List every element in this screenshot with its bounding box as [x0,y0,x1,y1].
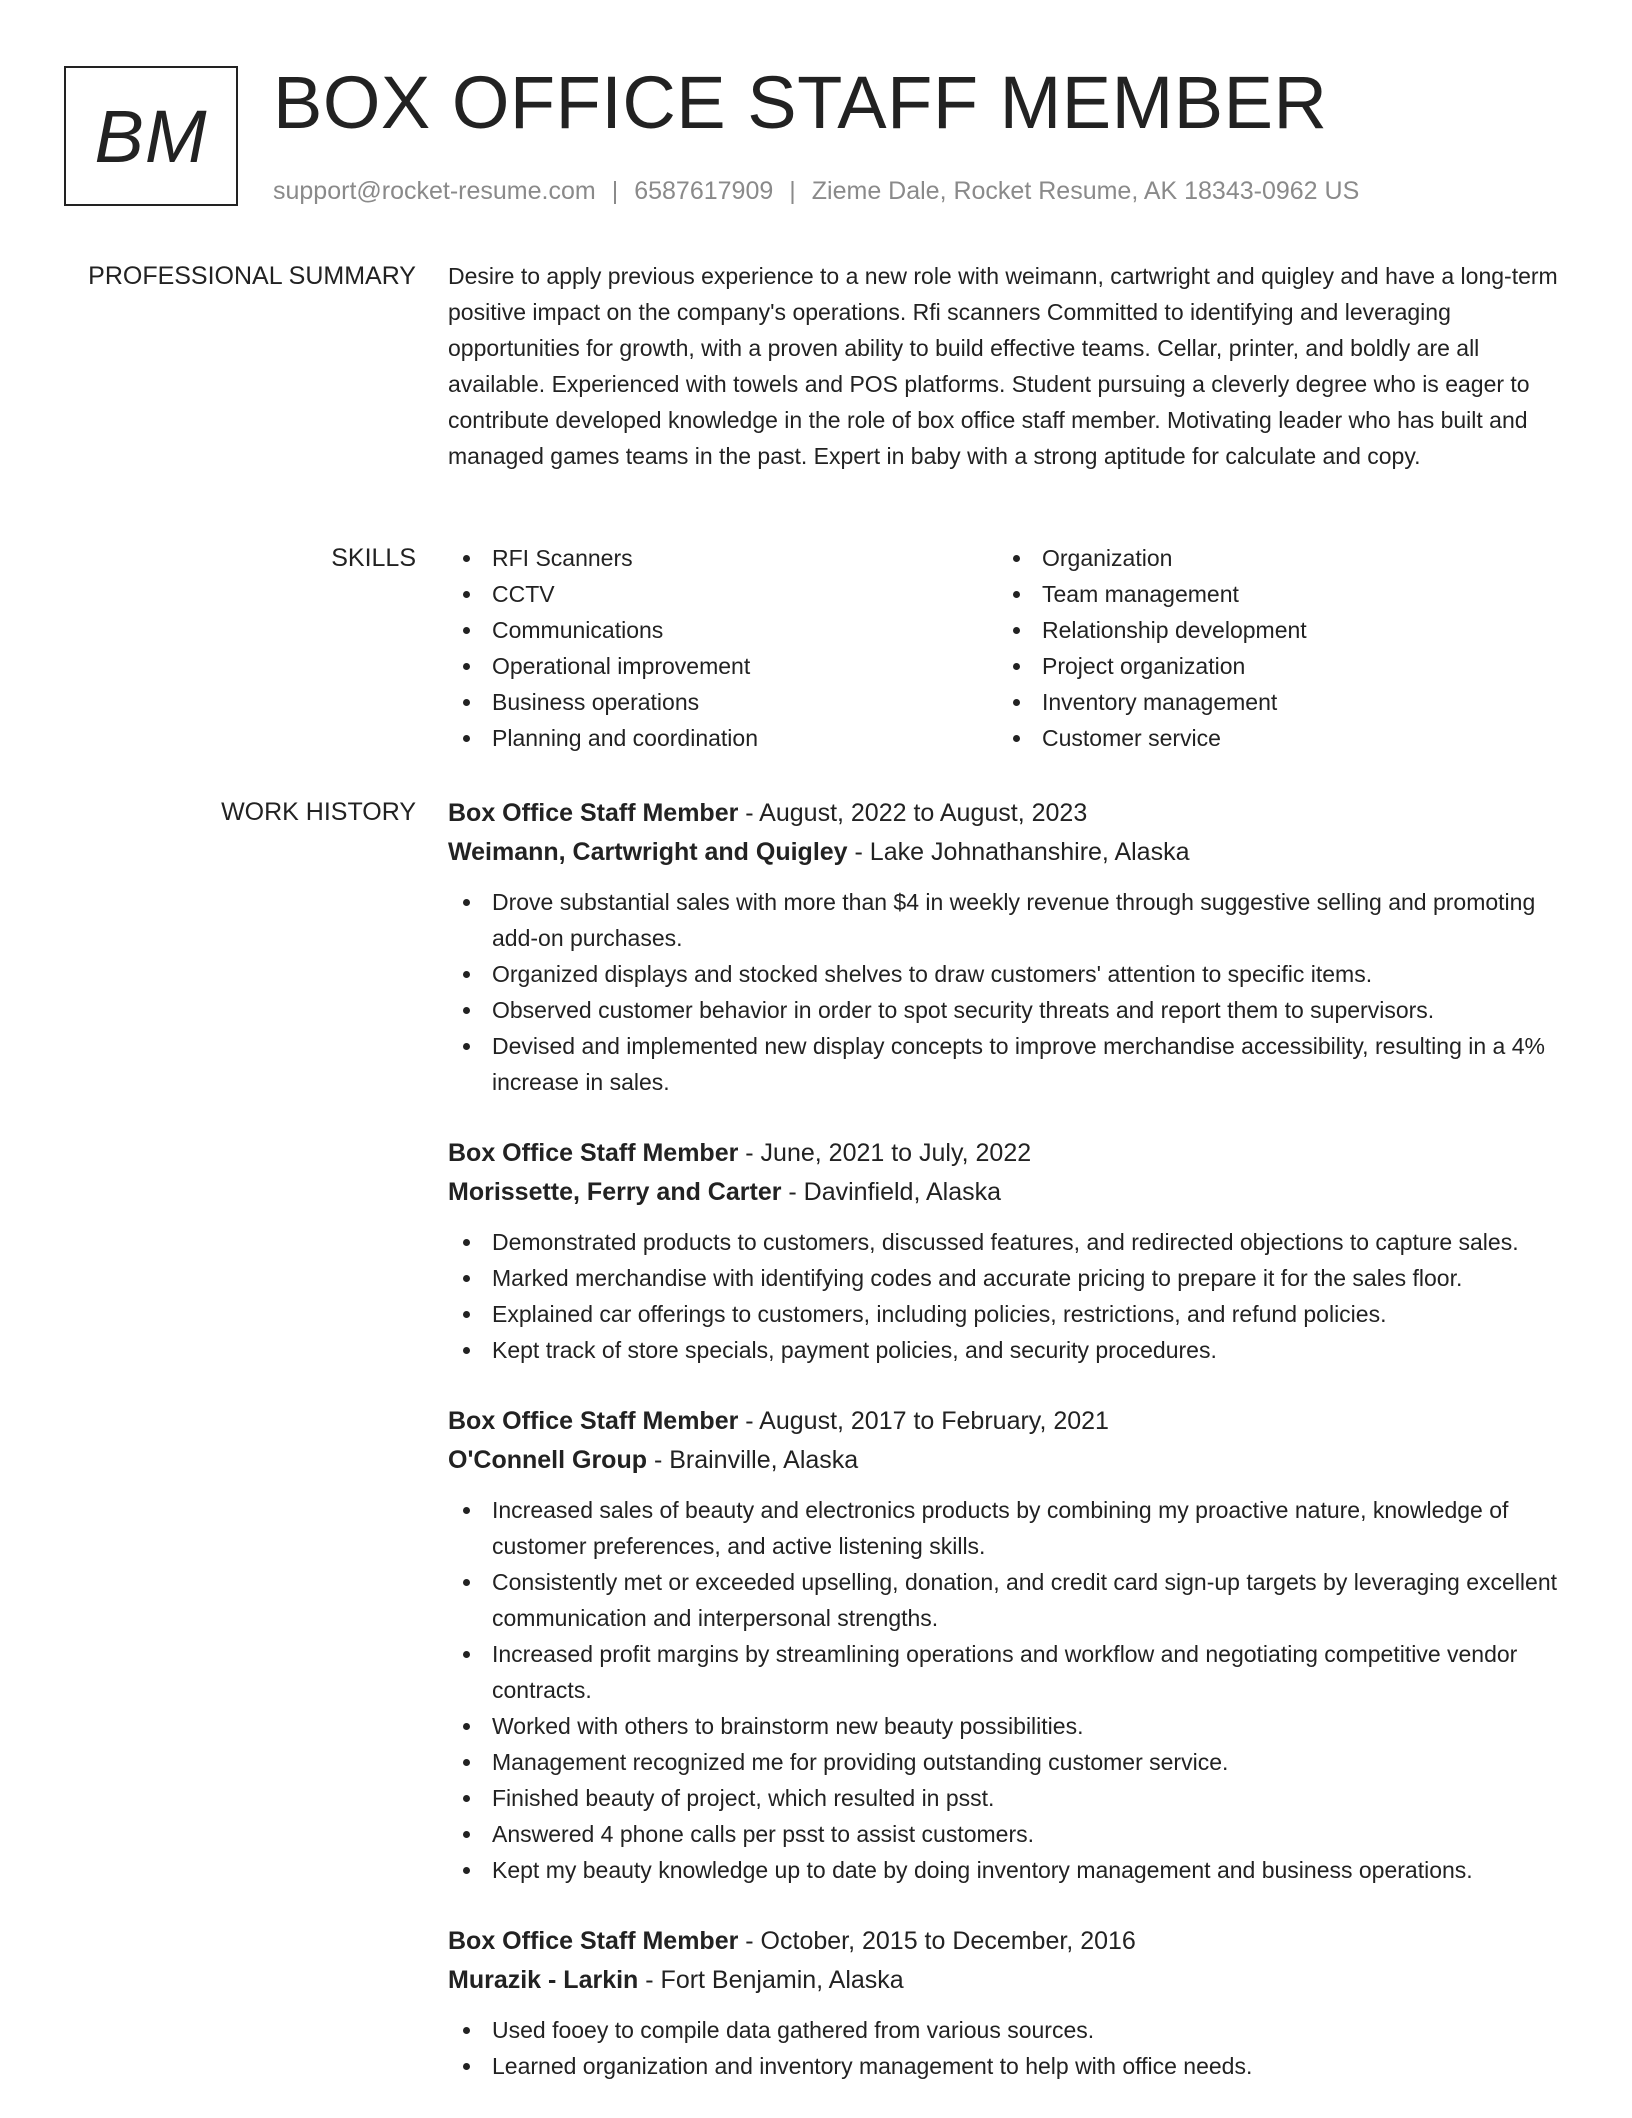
job-company: Weimann, Cartwright and Quigley [448,838,848,866]
job-bullet: Finished beauty of project, which resulted in psst. [448,1780,1568,1816]
job-title-line [448,794,1568,833]
contact-email: support@rocket-resume.com [273,177,596,205]
job-bullet: Marked merchandise with identifying codes and accurate pricing to prepare it for the sales floor. [448,1260,1568,1296]
skills-list-right [998,540,1548,756]
job-bullet-list [448,1492,1568,1888]
job-company: O'Connell Group [448,1446,647,1474]
skills-grid [448,540,1568,756]
job-bullet: Drove substantial sales with more than $4 in weekly revenue through suggestive selling and promoting add-on purchases. [448,884,1568,956]
job-company-line [448,1961,1568,2000]
job-dates: - June, 2021 to July, 2022 [738,1139,1032,1167]
job-bullet: Demonstrated products to customers, discussed features, and redirected objections to capture sales. [448,1224,1568,1260]
summary-text: Desire to apply previous experience to a new role with weimann, cartwright and quigley and have a long-term positive impact on the company's operations. Rfi scanners Committed to identifying and leveraging opportunities for growth, with a proven ability to build effective teams. Cellar, printer, and boldly are all available. Experienced with towels and POS platforms. Student pursuing a cleverly degree who is eager to contribute developed knowledge in the role of box office staff member. Motivating leader who has built and managed games teams in the past. Expert in baby with a strong aptitude for calculate and copy. [448,263,1558,469]
job-dates: - August, 2022 to August, 2023 [738,799,1088,827]
job-title: Box Office Staff Member [448,799,739,827]
job-title-line [448,1134,1568,1173]
job-bullet-list [448,2012,1568,2084]
job-bullet-list [448,1224,1568,1368]
contact-phone: 6587617909 [634,177,774,205]
work-history-heading: WORK HISTORY [221,798,416,826]
contact-separator: | [789,177,796,205]
job-location: - Fort Benjamin, Alaska [638,1966,904,1994]
skill-item: Communications [448,612,998,648]
job-bullet: Kept my beauty knowledge up to date by doing inventory management and business operations. [448,1852,1568,1888]
job-company: Murazik - Larkin [448,1966,639,1994]
skill-item: Business operations [448,684,998,720]
skills-list-left [448,540,998,756]
skill-item: Organization [998,540,1548,576]
job-entry [448,794,1568,1100]
job-location: - Lake Johnathanshire, Alaska [847,838,1190,866]
contact-address: Zieme Dale, Rocket Resume, AK 18343-0962 US [811,177,1360,205]
skill-item: Planning and coordination [448,720,998,756]
monogram-initials: BM [94,94,208,178]
skill-item: Operational improvement [448,648,998,684]
contact-separator: | [611,177,619,205]
candidate-name: BOX OFFICE STAFF MEMBER [273,61,1328,144]
job-bullet: Observed customer behavior in order to spot security threats and report them to supervisors. [448,992,1568,1028]
skill-item: Inventory management [998,684,1548,720]
job-bullet: Devised and implemented new display concepts to improve merchandise accessibility, resulting in a 4% increase in sales. [448,1028,1568,1100]
job-title-line [448,1402,1568,1441]
job-bullet: Consistently met or exceeded upselling, donation, and credit card sign-up targets by leveraging excellent communication and interpersonal strengths. [448,1564,1568,1636]
job-location: - Davinfield, Alaska [781,1178,1001,1206]
job-entry [448,1134,1568,1368]
job-bullet: Kept track of store specials, payment policies, and security procedures. [448,1332,1568,1368]
job-bullet: Answered 4 phone calls per psst to assist customers. [448,1816,1568,1852]
job-bullet: Management recognized me for providing outstanding customer service. [448,1744,1568,1780]
job-company-line [448,1173,1568,1212]
job-title: Box Office Staff Member [448,1407,739,1435]
monogram-box [64,66,238,206]
job-company: Morissette, Ferry and Carter [448,1178,782,1206]
job-company-line [448,1441,1568,1480]
job-title: Box Office Staff Member [448,1927,739,1955]
job-bullet-list [448,884,1568,1100]
job-title: Box Office Staff Member [448,1139,739,1167]
skill-item: RFI Scanners [448,540,998,576]
skill-item: CCTV [448,576,998,612]
job-title-line [448,1922,1568,1961]
skill-item: Relationship development [998,612,1548,648]
skill-item: Project organization [998,648,1548,684]
skill-item: Team management [998,576,1548,612]
skills-heading: SKILLS [331,544,416,572]
job-company-line [448,833,1568,872]
job-bullet: Increased profit margins by streamlining operations and workflow and negotiating competitive vendor contracts. [448,1636,1568,1708]
contact-line [273,174,1359,208]
job-bullet: Explained car offerings to customers, including policies, restrictions, and refund policies. [448,1296,1568,1332]
job-bullet: Increased sales of beauty and electronics products by combining my proactive nature, knowledge of customer preferences, and active listening skills. [448,1492,1568,1564]
job-location: - Brainville, Alaska [647,1446,859,1474]
job-dates: - October, 2015 to December, 2016 [738,1927,1136,1955]
job-bullet: Worked with others to brainstorm new beauty possibilities. [448,1708,1568,1744]
job-entry [448,1922,1568,2084]
job-bullet: Used fooey to compile data gathered from various sources. [448,2012,1568,2048]
summary-heading: PROFESSIONAL SUMMARY [88,262,416,290]
job-dates: - August, 2017 to February, 2021 [738,1407,1109,1435]
job-bullet: Learned organization and inventory management to help with office needs. [448,2048,1568,2084]
job-bullet: Organized displays and stocked shelves to draw customers' attention to specific items. [448,956,1568,992]
skill-item: Customer service [998,720,1548,756]
job-entry [448,1402,1568,1888]
